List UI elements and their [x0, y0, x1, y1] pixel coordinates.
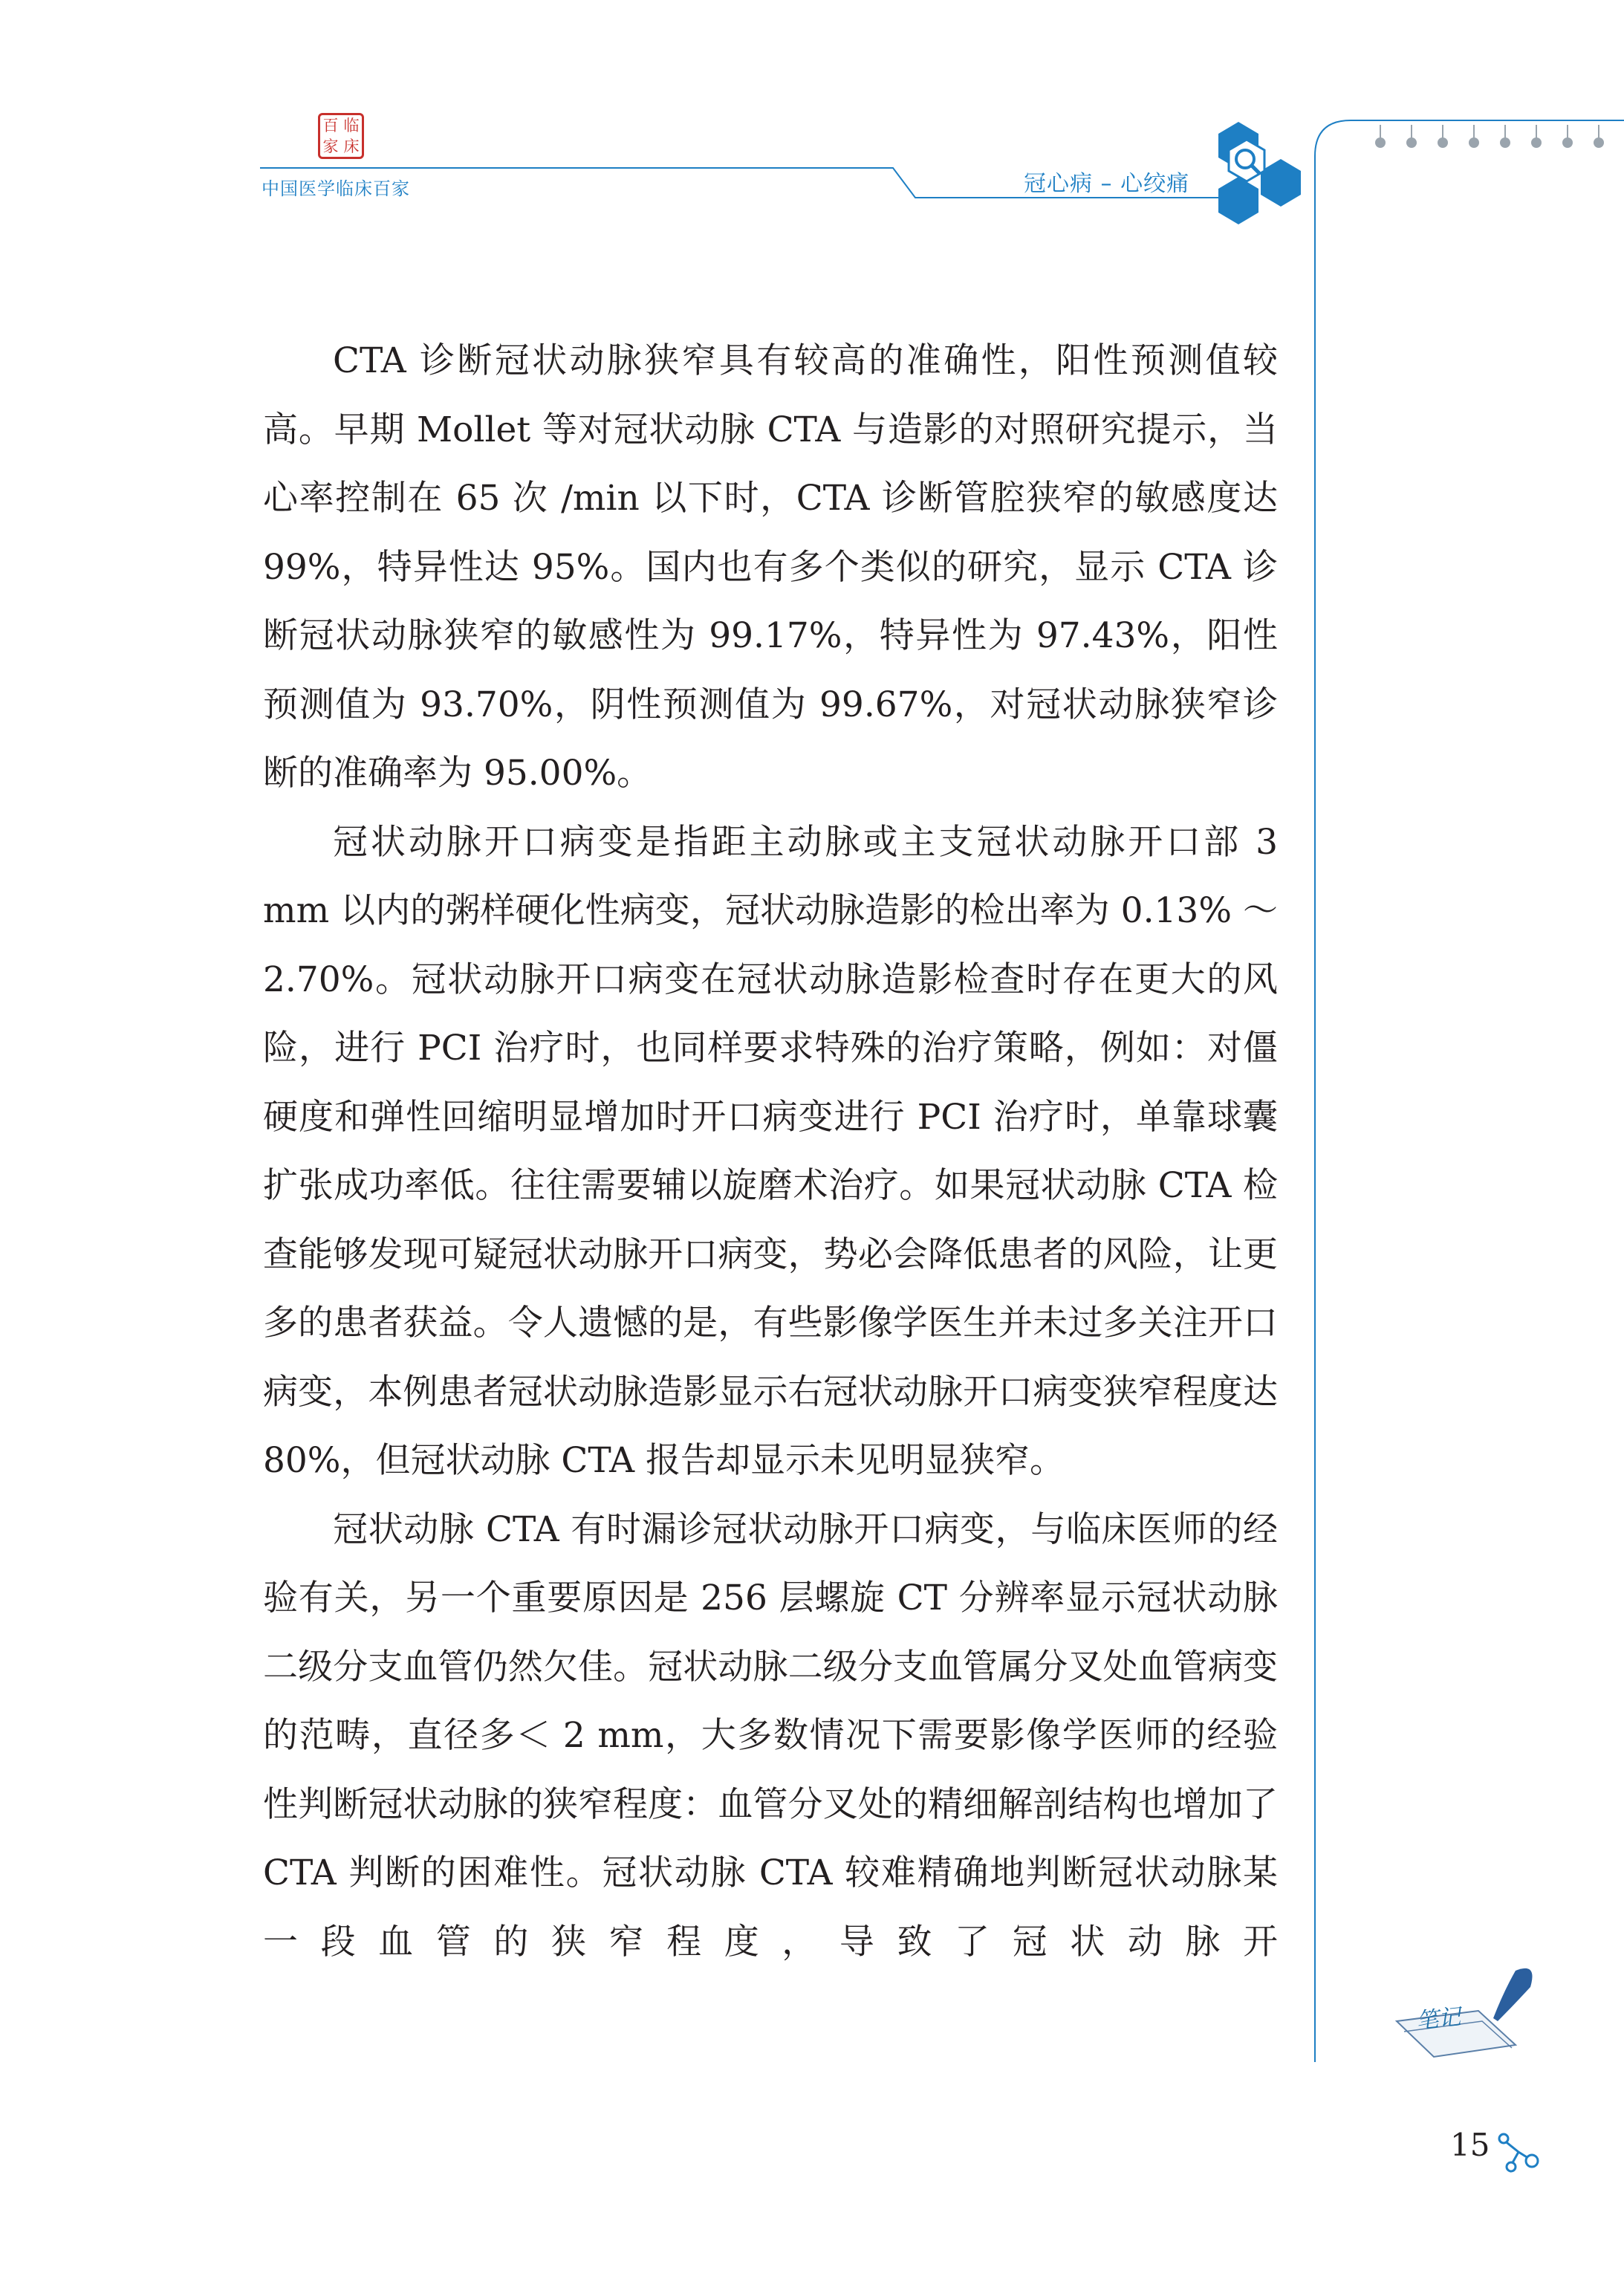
paragraph-1: CTA 诊断冠状动脉狭窄具有较高的准确性，阳性预测值较高。早期 Mollet 等对冠状动脉 CTA 与造影的对照研究提示，当心率控制在 65 次 /min 以下时，CTA 诊断管腔狭窄的敏感度达 99%，特异性达 95%。国内也有多个类似的研究，显示 CTA 诊断冠状动脉狭窄的敏感性为 99.17%，特异性为 97.43%，阳性预测值为 93.70%，阴性预测值为 99.67%，对冠状动脉狭窄诊断的准确率为 95.00%。	[263, 340, 1278, 794]
notes-label: 笔记	[1414, 2003, 1463, 2035]
page-number: 15	[1450, 2127, 1490, 2163]
logo-char: 百	[322, 116, 339, 134]
paragraph-2: 冠状动脉开口病变是指距主动脉或主支冠状动脉开口部 3 mm 以内的粥样硬化性病变，冠状动脉造影的检出率为 0.13% ～ 2.70%。冠状动脉开口病变在冠状动脉造影检查时存在更大的风险，进行 PCI 治疗时，也同样要求特殊的治疗策略，例如：对僵硬度和弹性回缩明显增加时开口病变进行 PCI 治疗时，单靠球囊扩张成功率低。往往需要辅以旋磨术治疗。如果冠状动脉 CTA 检查能够发现可疑冠状动脉开口病变，势必会降低患者的风险，让更多的患者获益。令人遗憾的是，有些影像学医生并未过多关注开口病变，本例患者冠状动脉造影显示右冠状动脉开口病变狭窄程度达 80%，但冠状动脉 CTA 报告却显示未见明显狭窄。	[263, 821, 1278, 1481]
logo-char: 床	[343, 137, 360, 155]
margin-rule	[1315, 120, 1624, 1485]
body-text	[263, 327, 1278, 1977]
binder-pins	[1375, 137, 1604, 148]
paragraph-3: 冠状动脉 CTA 有时漏诊冠状动脉开口病变，与临床医师的经验有关，另一个重要原因是 256 层螺旋 CT 分辨率显示冠状动脉二级分支血管仍然欠佳。冠状动脉二级分支血管属分叉处血管病变的范畴，直径多＜ 2 mm，大多数情况下需要影像学医师的经验性判断冠状动脉的狭窄程度：血管分叉处的精细解剖结构也增加了 CTA 判断的困难性。冠状动脉 CTA 较难精确地判断冠状动脉某一段血管的狭窄程度，导致了冠状动脉开	[263, 1508, 1278, 1962]
hexagon-icon	[1218, 122, 1301, 224]
logo-char: 临	[343, 116, 360, 134]
logo-char: 家	[322, 137, 339, 155]
brand-name: 中国医学临床百家	[262, 178, 410, 199]
molecule-icon	[1499, 2134, 1538, 2171]
chapter-title: 冠心病 – 心绞痛	[1024, 171, 1190, 197]
logo-seal	[318, 113, 364, 159]
quill-icon	[1493, 1968, 1533, 2021]
